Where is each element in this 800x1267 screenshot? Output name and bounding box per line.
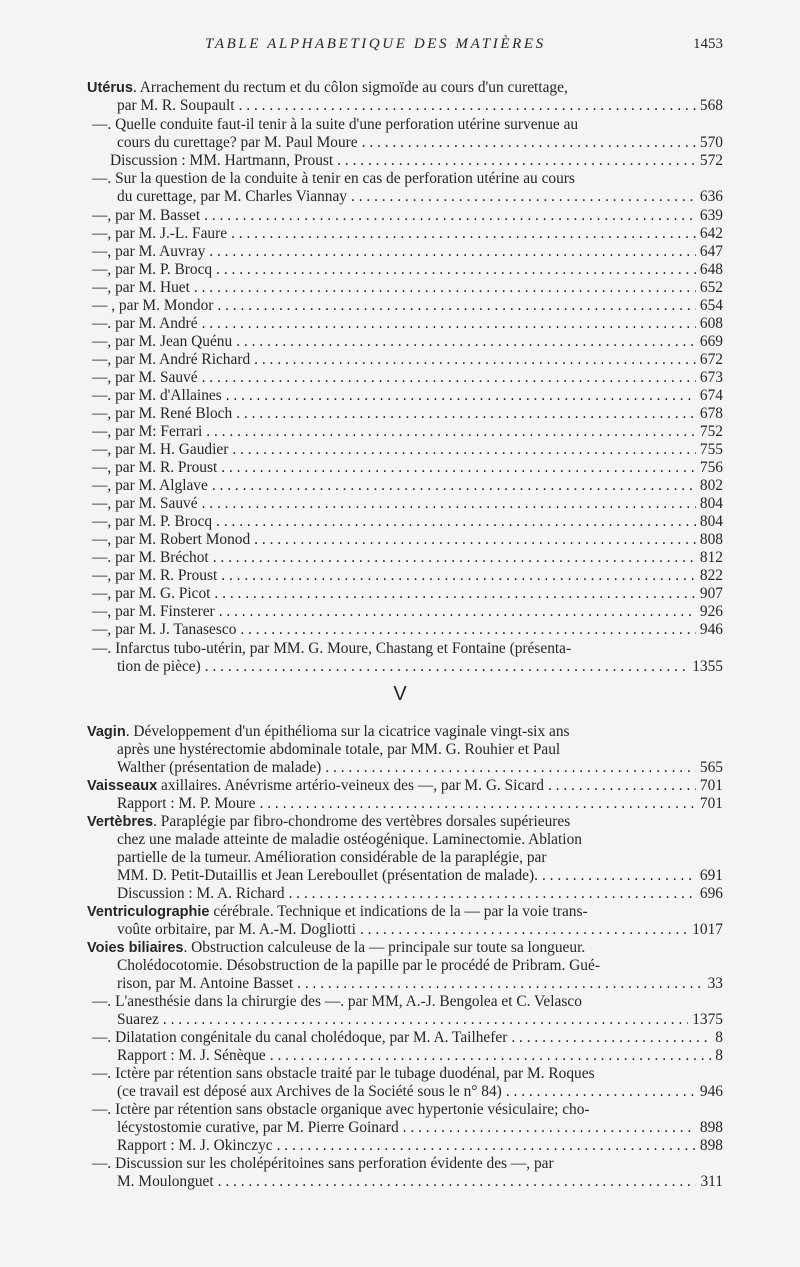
- index-entry-line: [117, 1047, 723, 1065]
- entry-text: rison, par M. Antoine Basset: [117, 975, 294, 992]
- index-entry-line: [92, 333, 723, 351]
- index-entry-line: [110, 152, 723, 170]
- entry-text: du curettage, par M. Charles Viannay: [117, 188, 348, 205]
- leader-dots: [228, 441, 696, 459]
- leader-dots: [502, 1083, 696, 1101]
- entry-text: tion de pièce): [117, 658, 201, 675]
- entry-text: —. Sur la question de la conduite à tenir en cas de perforation utérine au cours: [92, 170, 575, 187]
- entry-text: —. par M. André: [92, 315, 198, 332]
- entry-page: 1017: [692, 921, 723, 938]
- entry-page: 898: [699, 1119, 723, 1136]
- index-entry-line: [117, 957, 723, 975]
- leader-dots: [214, 1173, 697, 1191]
- index-entry-line: [117, 1083, 723, 1101]
- entry-page: 669: [699, 333, 723, 350]
- index-entry-line: [117, 1011, 723, 1029]
- entry-text: cérébrale. Technique et indications de la — par la voie trans-: [209, 903, 588, 920]
- entry-page: 572: [699, 152, 723, 169]
- entry-page: 647: [699, 243, 723, 260]
- leader-dots: [232, 405, 696, 423]
- index-entry-line: [92, 243, 723, 261]
- entry-page: 570: [699, 134, 723, 151]
- entry-headword: Vagin: [87, 724, 126, 740]
- index-entry-line: [117, 921, 723, 939]
- index-entry-line: [92, 621, 723, 639]
- entry-page: 808: [699, 531, 723, 548]
- index-entry-line: [117, 97, 723, 115]
- header-title: TABLE ALPHABETIQUE DES MATIÈRES: [205, 36, 546, 52]
- index-entry-line: [117, 795, 723, 813]
- index-entry-line: [92, 495, 723, 513]
- leader-dots: [321, 759, 696, 777]
- leader-dots: [205, 243, 696, 261]
- entry-page: 926: [699, 603, 723, 620]
- index-entry-line: [87, 813, 723, 831]
- entry-headword: Vertèbres: [87, 814, 154, 830]
- entry-page: 822: [699, 567, 723, 584]
- leader-dots: [227, 225, 696, 243]
- entry-text: par M. R. Soupault: [117, 97, 235, 114]
- entry-page: 33: [707, 975, 723, 992]
- index-entry-line: [87, 939, 723, 957]
- entry-page: 608: [699, 315, 723, 332]
- entry-text: (ce travail est déposé aux Archives de la Société sous le n° 84): [117, 1083, 502, 1100]
- leader-dots: [358, 134, 696, 152]
- index-entry-line: [117, 885, 723, 903]
- leader-dots: [250, 351, 696, 369]
- entry-text: —, par M. R. Proust: [92, 459, 218, 476]
- entry-text: —. Quelle conduite faut-il tenir à la suite d'une perforation utérine survenue au: [92, 116, 579, 133]
- entry-text: Discussion : M. A. Richard: [117, 885, 285, 902]
- leader-dots: [222, 387, 696, 405]
- index-entry-line: [92, 1065, 723, 1083]
- leader-dots: [217, 459, 696, 477]
- entry-text: . Arrachement du rectum et du côlon sigmoïde au cours d'un curettage,: [132, 79, 568, 96]
- index-entry-line: [92, 585, 723, 603]
- leader-dots: [347, 188, 696, 206]
- entry-text: —, par M. H. Gaudier: [92, 441, 229, 458]
- entry-page: 311: [700, 1173, 723, 1190]
- entry-text: après une hystérectomie abdominale totale, par MM. G. Rouhier et Paul: [117, 741, 561, 758]
- index-entry-line: [92, 513, 723, 531]
- index-entry-line: [92, 207, 723, 225]
- leader-dots: [293, 975, 703, 993]
- entry-page: 642: [699, 225, 723, 242]
- entry-text: M. Moulonguet: [117, 1173, 214, 1190]
- entry-page: 654: [699, 297, 723, 314]
- index-entry-line: [92, 116, 723, 134]
- entry-text: —, par M. J. Tanasesco: [92, 621, 237, 638]
- entry-text: —, par M. P. Brocq: [92, 513, 213, 530]
- index-entry-line: [92, 1101, 723, 1119]
- entry-page: 8: [715, 1029, 723, 1046]
- index-entry-line: [92, 640, 723, 658]
- index-entry-line: [92, 567, 723, 585]
- index-entry-line: [87, 79, 723, 97]
- entry-page: 8: [715, 1047, 723, 1064]
- index-entry-line: [92, 170, 723, 188]
- index-entry-line: [117, 741, 723, 759]
- entry-text: —, par M. J.-L. Faure: [92, 225, 228, 242]
- leader-dots: [356, 921, 688, 939]
- index-entry-line: [92, 603, 723, 621]
- leader-dots: [210, 585, 695, 603]
- leader-dots: [266, 1047, 712, 1065]
- entry-text: —, par M. Huet: [92, 279, 190, 296]
- entry-page: 907: [699, 585, 723, 602]
- leader-dots: [273, 1137, 696, 1155]
- entry-page: 648: [699, 261, 723, 278]
- index-entry-line: [117, 1119, 723, 1137]
- entry-text: —, par M. René Bloch: [92, 405, 233, 422]
- entry-text: —, par M. Sauvé: [92, 495, 198, 512]
- entry-page: 1375: [692, 1011, 723, 1028]
- leader-dots: [200, 207, 696, 225]
- leader-dots: [285, 885, 696, 903]
- index-entry-line: [92, 315, 723, 333]
- entry-headword: Voies biliaires: [87, 940, 184, 956]
- section-letter: V: [393, 683, 407, 705]
- entry-text: —, par M. Alglave: [92, 477, 208, 494]
- index-entry-line: [87, 777, 723, 795]
- index-entry-line: [92, 405, 723, 423]
- entry-text: cours du curettage? par M. Paul Moure: [117, 134, 358, 151]
- entry-page: 672: [699, 351, 723, 368]
- entry-text: Rapport : M. P. Moure: [117, 795, 256, 812]
- leader-dots: [250, 531, 696, 549]
- entry-text: —. Ictère par rétention sans obstacle organique avec hypertonie vésiculaire; cho-: [92, 1101, 590, 1118]
- entry-page: 673: [699, 369, 723, 386]
- entry-text: —. par M. d'Allaines: [92, 387, 222, 404]
- leader-dots: [159, 1011, 688, 1029]
- entry-text: chez une malade atteinte de maladie ostéogénique. Laminectomie. Ablation: [117, 831, 582, 848]
- entry-text: voûte orbitaire, par M. A.-M. Dogliotti: [117, 921, 356, 938]
- index-entry-line: [117, 1137, 723, 1155]
- page-number: 1453: [693, 36, 723, 52]
- index-entry-line: [92, 279, 723, 297]
- entry-page: 636: [699, 188, 723, 205]
- entry-page: 701: [699, 795, 723, 812]
- entry-text: — , par M. Mondor: [92, 297, 214, 314]
- leader-dots: [209, 549, 696, 567]
- entry-page: 701: [699, 777, 723, 794]
- running-header: [0, 36, 800, 60]
- entry-page: 696: [699, 885, 723, 902]
- entry-text: —, par M: Ferrari: [92, 423, 203, 440]
- index-entry-line: [117, 134, 723, 152]
- leader-dots: [190, 279, 696, 297]
- entry-page: 678: [699, 405, 723, 422]
- leader-dots: [212, 513, 696, 531]
- index-entry-line: [87, 723, 723, 741]
- entry-text: Rapport : M. J. Okinczyc: [117, 1137, 273, 1154]
- index-entry-line: [92, 531, 723, 549]
- leader-dots: [538, 867, 696, 885]
- index-entry-line: [92, 369, 723, 387]
- index-entry-line: [117, 867, 723, 885]
- index-entry-line: [92, 549, 723, 567]
- leader-dots: [202, 423, 696, 441]
- entry-text: —, par M. P. Brocq: [92, 261, 213, 278]
- entry-text: —, par M. André Richard: [92, 351, 251, 368]
- entry-page: 804: [699, 513, 723, 530]
- index-entry-line: [117, 975, 723, 993]
- leader-dots: [399, 1119, 696, 1137]
- entry-text: —. par M. Bréchot: [92, 549, 209, 566]
- entry-page: 639: [699, 207, 723, 224]
- index-entry-line: [92, 1029, 723, 1047]
- entry-text: —, par M. Basset: [92, 207, 201, 224]
- index-entry-line: [92, 297, 723, 315]
- entry-text: —, par M. R. Proust: [92, 567, 218, 584]
- entry-headword: Utérus: [87, 80, 133, 96]
- entry-page: 652: [699, 279, 723, 296]
- entry-page: 946: [699, 621, 723, 638]
- entry-text: lécystostomie curative, par M. Pierre Goinard: [117, 1119, 399, 1136]
- leader-dots: [208, 477, 696, 495]
- leader-dots: [198, 315, 696, 333]
- index-entry-line: [117, 188, 723, 206]
- index-entry-line: [117, 849, 723, 867]
- entry-page: 691: [699, 867, 723, 884]
- index-entry-line: [87, 903, 723, 921]
- entry-page: 802: [699, 477, 723, 494]
- entry-text: —, par M. G. Picot: [92, 585, 211, 602]
- index-entry-line: [92, 993, 723, 1011]
- leader-dots: [212, 261, 696, 279]
- entry-text: —, par M. Jean Quénu: [92, 333, 233, 350]
- index-entry-line: [92, 1155, 723, 1173]
- entry-text: —. Infarctus tubo-utérin, par MM. G. Moure, Chastang et Fontaine (présenta-: [92, 640, 572, 657]
- entry-page: 804: [699, 495, 723, 512]
- entry-page: 752: [699, 423, 723, 440]
- index-entry-line: [92, 261, 723, 279]
- entry-text: —, par M. Sauvé: [92, 369, 198, 386]
- index-entry-line: [92, 441, 723, 459]
- entry-text: —. Discussion sur les cholépéritoines sans perforation évidente des —, par: [92, 1155, 554, 1172]
- leader-dots: [236, 621, 696, 639]
- entry-text: Suarez: [117, 1011, 159, 1028]
- entry-text: Walther (présentation de malade): [117, 759, 322, 776]
- leader-dots: [213, 297, 696, 315]
- entry-text: Cholédocotomie. Désobstruction de la papille par le procédé de Pribram. Gué-: [117, 957, 600, 974]
- index-entry-line: [92, 459, 723, 477]
- entry-text: . Obstruction calculeuse de la — principale sur toute sa longueur.: [183, 939, 586, 956]
- index-entry-line: [92, 423, 723, 441]
- entry-page: 755: [699, 441, 723, 458]
- entry-text: —, par M. Robert Monod: [92, 531, 251, 548]
- index-entry-line: [117, 658, 723, 676]
- entry-page: 898: [699, 1137, 723, 1154]
- leader-dots: [215, 603, 696, 621]
- index-entry-line: [92, 477, 723, 495]
- entry-page: 756: [699, 459, 723, 476]
- entry-page: 565: [699, 759, 723, 776]
- entry-text: —. Ictère par rétention sans obstacle traité par le tubage duodénal, par M. Roques: [92, 1065, 595, 1082]
- entry-page: 568: [699, 97, 723, 114]
- leader-dots: [232, 333, 696, 351]
- entry-page: 674: [699, 387, 723, 404]
- entry-text: partielle de la tumeur. Amélioration considérable de la paraplégie, par: [117, 849, 547, 866]
- index-entry-line: [92, 351, 723, 369]
- entry-text: axillaires. Anévrisme artério-veineux des —, par M. G. Sicard: [157, 777, 544, 794]
- leader-dots: [235, 97, 696, 115]
- entry-text: MM. D. Petit-Dutaillis et Jean Lereboullet (présentation de malade).: [117, 867, 538, 884]
- entry-page: 812: [699, 549, 723, 566]
- leader-dots: [201, 658, 688, 676]
- leader-dots: [507, 1029, 711, 1047]
- index-entry-line: [117, 1173, 723, 1191]
- entry-text: —, par M. Auvray: [92, 243, 206, 260]
- leader-dots: [198, 369, 696, 387]
- entry-text: —. L'anesthésie dans la chirurgie des —. par MM, A.-J. Bengolea et C. Velasco: [92, 993, 582, 1010]
- entry-headword: Vaisseaux: [87, 778, 158, 794]
- leader-dots: [198, 495, 696, 513]
- leader-dots: [256, 795, 696, 813]
- leader-dots: [333, 152, 696, 170]
- leader-dots: [217, 567, 696, 585]
- entry-text: . Paraplégie par fibro-chondrome des vertèbres dorsales supérieures: [153, 813, 571, 830]
- entry-page: 1355: [692, 658, 723, 675]
- index-entry-line: [117, 831, 723, 849]
- entry-text: —. Dilatation congénitale du canal cholédoque, par M. A. Tailhefer: [92, 1029, 508, 1046]
- leader-dots: [544, 777, 696, 795]
- entry-headword: Ventriculographie: [87, 904, 210, 920]
- entry-page: 946: [699, 1083, 723, 1100]
- entry-text: —, par M. Finsterer: [92, 603, 215, 620]
- index-entry-line: [92, 387, 723, 405]
- index-entry-line: [117, 759, 723, 777]
- entry-text: Rapport : M. J. Sénèque: [117, 1047, 266, 1064]
- entry-text: Discussion : MM. Hartmann, Proust: [110, 152, 334, 169]
- index-entry-line: [92, 225, 723, 243]
- entry-text: . Développement d'un épithélioma sur la cicatrice vaginale vingt-six ans: [125, 723, 570, 740]
